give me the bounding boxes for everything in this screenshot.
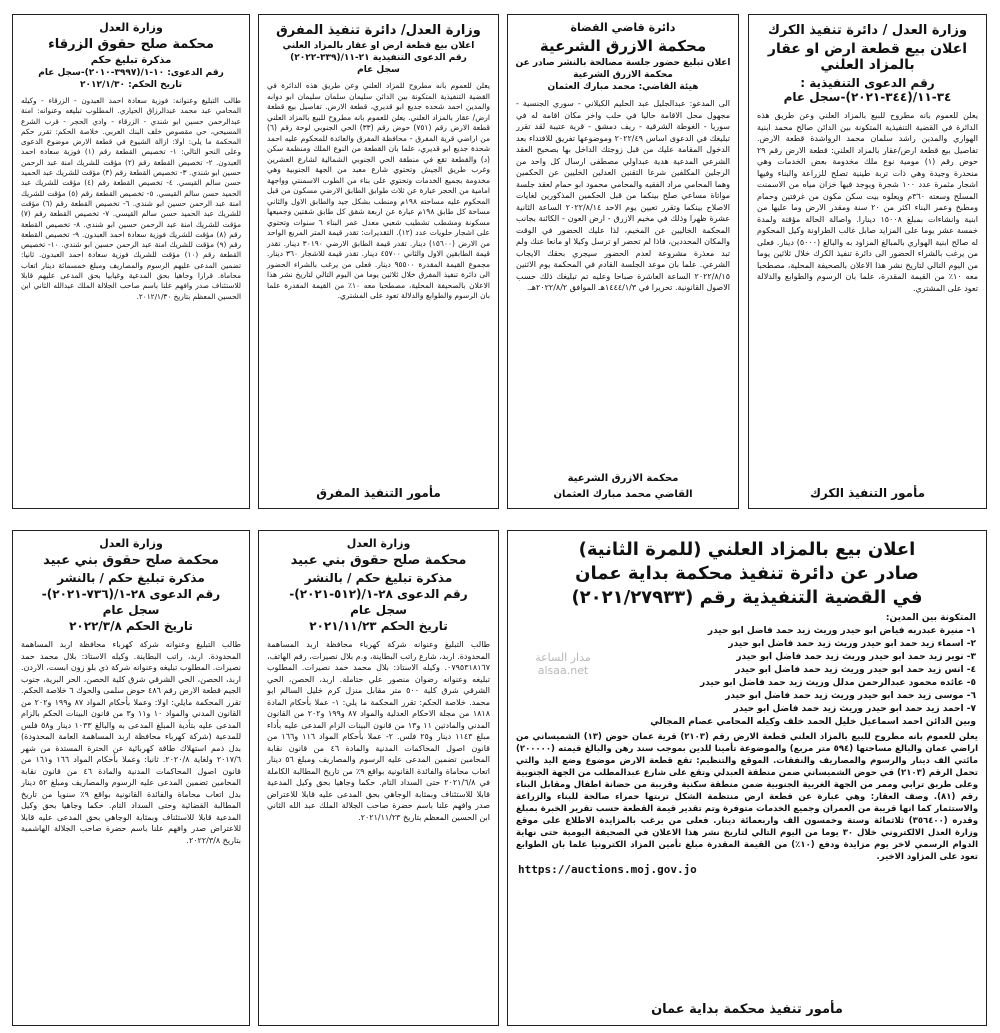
ad-subtitle: سجل عام	[350, 603, 407, 617]
ad-signature: القاضي محمد مبارك العثمان	[553, 489, 693, 500]
judge-name: هيئة القاضي: محمد مبارك العثمان	[547, 82, 699, 92]
case-number: رقم الدعوى التنفيذية : ٣٤-١١/(٣٤٤-٢٠٢١)-سجل عام	[783, 76, 952, 104]
ad-subtitle: سجل عام	[357, 65, 400, 75]
ad-signature: مأمور التنفيذ الكرك	[809, 486, 926, 500]
ad-header: وزارة العدل / دائرة تنفيذ الكرك	[767, 23, 968, 38]
ad-header: وزارة العدل	[346, 537, 411, 550]
ad-subtitle: اعلان بيع قطعة ارض او عقار بالمزاد العلني	[282, 41, 475, 51]
case-number: رقم الدعوى ٢٨-١/(٧٣٦-٢٠٢١)-	[41, 587, 221, 601]
case-number: رقم الدعوى التنفيذية ٢١-١١/(٣٣٩-٢٠٢٢)	[290, 53, 467, 63]
ad-title: اعلان بيع بالمزاد العلني (للمرة الثانية)	[578, 539, 916, 560]
ad-subtitle: مذكرة تبليغ حكم / بالنشر	[304, 571, 453, 585]
ad-body: طالب التبليغ وعنوانه: فوزية سعادة احمد العبدون - الزرقاء - وكيله المحامي عبد محمد عبدالرزاق الحياري. المطلوب تبليغه وعنوانه: امنة عبدالرحمن حسين ابو شندي - الزرقاء - وادي الحجر - قرب الشرع المسيحي، حي مقصوص خلف البنك العربي. خلاصة الحكم: تقرر حكم المحكمة ما يلي: اولا: ازالة الشيوع في قطعة الارض موضوع الدعوى وعلى النحو التالي: ١- تخصيص القطعة رقم (١) فوزية سعادة احمد العبدون. ٢- تخصيص القطعة رقم (٢) مؤقت للشريك امنة عبد الرحمن حسين ابو شندي. ٣- تخصيص القطعة رقم (٣) مؤقت للشريك عبد الحميد حسن سالم القيسي. ٤- تخصيص القطعة رقم (٤) مؤقت للشريك عبد الحميد حسن سالم القيسي. ٥- تخصيص القطعة رقم (٥) مؤقت للشريك امنة عبد الرحمن حسين ابو شندي. ٦- تخصيص القطعة رقم (٦) مؤقت للشريك عبد الحميد حسن سالم القيسي. ٧- تخصيص القطعة رقم (٧) مؤقت للشريك امنة عبد الرحمن حسين ابو شندي. ٨- تخصيص القطعة رقم (٨) مؤقت للشريك فوزية سعادة احمد العبدون. ٩- تخصيص القطعة رقم (٩) مؤقت للشريك امنة عبد الرحمن حسين ابو شندي. ١٠- تخصيص القطعة رقم (١٠) مؤقت للشريك فوزية سعادة احمد العبدون. ثانيا: تضمين المدعى عليهم الرسوم والمصاريف ومبلغ خمسمائة دينار اتعاب محاماة. قرارا وجاهيا بحق المدعية وغيابيا بحق المدعى عليهم قابلا للاستئناف صدر وافهم علنا باسم صاحب الجلالة الملك عبدالله الثاني ابن الحسين المعظم بتاريخ ٢٠١٢/١/٣٠.	[21, 96, 242, 301]
list-item: ٦- موسى زيد حمد ابو حيدر وريث زيد حمد فاضل ابو حيدر	[725, 691, 976, 701]
ruling-date: تاريخ الحكم: ٢٠١٢/١/٣٠	[80, 80, 182, 90]
ruling-date: تاريخ الحكم ٢٠٢٢/٣/٨	[69, 619, 193, 633]
ad-body: طالب التبليغ وعنوانه شركة كهرباء محافظة اربد المساهمة المحدودة. اربد، شارع راتب البطاينة، و.م بلال نصيرات، رقم الهاتف، ٠٧٩٥٣١٨١٦٧. وكيله الاستاذ: بلال محمد حمد نصيرات. المطلوب تبليغه وعنوانه رضوان منصور علي حتاملة. اربد، الحصن، الحي الشرقي شرق كلية ٥٠٠ متر مقابل منزل كرم خليل السالم ابو محمد. خلاصة الحكم: تقرر المحكمة ما يلي: ١- عملا بأحكام المادة ١٨١٨ من مجلة الاحكام العدلية والمواد ٨٧ و١٩٩ و٢٠٢ من القانون المدني والمادتين ١١ و١٣ من قانون البينات الزام المدعى عليه بأداء مبلغ ١١٤٣ دينار و٢٥ فلس. ٢- عملا بأحكام المواد ١١٦ و١٦٦ من قانون اصول المحاكمات المدنية والمادة ٤٦ من قانون نقابة المحامين تضمين المدعى عليه الرسوم والمصاريف ومبلغ ٥٦ دينار اتعاب محاماة والفائدة القانونية بواقع ٩٪ من تاريخ المطالبة الكاملة في ٢٠٢١/٦/٨ حتى السداد التام. حكما وجاهيا بحق وكيل المدعية قابلا للاستئناف وبمثابة الوجاهي بحق المدعى عليه قابلا للاعتراض صدر وافهم علنا باسم حضرة صاحب الجلالة الملك عبد الله الثاني ابن الحسين المعظم بتاريخ ٢٠٢١/١١/٢٣.	[267, 640, 491, 822]
watermark: مدار الساعة alsaa.net	[535, 651, 591, 677]
ad-body: طالب التبليغ وعنوانه شركة كهرباء محافظة اربد المساهمة المحدودة. اربد، راتب البطاينة. وكيله الاستاذ: بلال محمد حمد نصيرات. المطلوب تبليغه وعنوانه شركة ذي بلو زون ابست، الاردن. اربد، الحصن، الحي الشرقي شرق كلية الحصن، الحر البرية، جنوب الجيم قطعة الارض رقم ٤٨٦ حوض سلمى والحوك ٦ خلاصة الحكم. تقرر المحكمة مايلي: اولا: وعملا بأحكام المواد ٨٧ و١٩٩ و٢٠٢ من القانون المدني والمواد ١٠ و١١ و٣ من قانون البينات الحكم بالزام المدعى عليه بتأدية المبلغ المدعى به والبالغ ١٠٣٣ دينار و٥٨ فلس للمدعية (شركة كهرباء محافظة اربد المساهمة العامة المحدودة) بدل ذمم استهلاك طاقة كهربائية عن الحترة المستدة من شهر ٢٠١٧/٦ ولغاية ٢٠٢٠/٨. ثانيا: وعملا بأحكام المواد ١٦٦ و١٦١ من قانون اصول المحاكمات المدنية والمادة ٤٦ من قانون نقابة المحامين تضمين المدعى عليه الرسوم والمصاريف ومبلغ ٥٢ دينار بدل اتعاب محاماة والفائدة القانونية بواقع ٩٪ سنويا من تاريخ المطالبة القضائية وحتى السداد التام. حكما وجاهيا بحق وكيل المدعية قابلا للاستئناف وبمثابة الوجاهي بحق المدعى عليه قابلا للاعتراض صدر وافهم علنا باسم حضرة صاحب الجلالة الهاشمية بتاريخ ٢٠٢٢/٣/٨.	[21, 640, 242, 845]
ad-header: دائرة قاضي القضاة	[570, 21, 676, 34]
ad-subtitle: صادر عن دائرة تنفيذ محكمة بداية عمان	[575, 563, 919, 584]
ad-amman	[507, 530, 987, 1026]
ad-header: وزارة العدل	[99, 21, 163, 34]
ad-body: الى المدعو: عبدالجليل عبد الحليم الكيلاني - سوري الجنسية - مجهول محل الاقامة حاليا في حلب واخر مكان اقامة له في سوريا - الغوطة الشرقية - ريف دمشق - قرية عتيبة لقد تقرر تبليغك في الدعوى اساس ٢٠٢٢/٤٩ وموضوعها تفريق للافتداء بعد الدخول المقامة عليك من قبل زوجتك الداخل بها بصحيح العقد الشرعي المدعية هدية عبداولي مصطفى ارسال كل واحد من الرجلين المكلفين شرعا التقنين العدلين الخليين عن الحكمين وهما المحامي مراد الفقيه والمحامي محمود ابو حمام لعقد جلسة مواتاة مساعي صلح بينكما من قبل الحكمين المذكورين لغايات الاصلاح بينكما وتقرر تعيين يوم الاحد ٢٠٢٢/٨/١٤ الساعة الثانية عشرة ظهرا وذلك في مخيم الازرق - ارض العون - الكائنة بجانب المحكمة الخاليين عن المخيم، لذا عليك الحضور في الوقت والمكان المحددين، فاذا لم تحضر او ترسل وكيلا او مانعا عنك ولم تبد معذرة مشروعة لعدم الحضور سيجري بحقك الايجاب الشرعي. علما بان موعد الجلسة القادم في المحكمة يوم الاثنين ٢٠٢٢/٨/١٥ الساعة العاشرة صباحا وعليه تم تبليغك ذلك حسب الاصول القانونية. تحريرا في ١٤٤٤/١/٣هـ الموافق ٢٠٢٢/٨/٢هـ.	[516, 99, 731, 292]
ad-title: محكمة صلح حقوق الزرقاء	[48, 37, 214, 52]
ad-body: يعلن للعموم بانه مطروح للبيع بالمزاد العلني وعن طريق هذه الدائرة في القضية التنفيذية المتكونة بين الدائن صالح محمد ابنية الهواري والمدين راشد سلمان محمد الرواشدة قطعة الارض. تفاصيل بيع قطعة ارض/عقار بالمزاد العلني: قطعة الارض رقم ٢٩ حوض رقم (١) مومية نوع ملك مخدومة بعض الخدمات وهي منحدرة وجيدة وهي ذات تربة طينية تصلح للزراعة والبناء وفيها اشجار مثمرة عدد ١٠٠ شجرة ويوجد فيها خزان مياه من الاسمنت المسلح وسعته ٣٦٠م ويعلوه بيت سكن مكون من غرفتين وحمام ومطبخ وعمر البناء اكثر من ٢٠ سنة ومقدر الارض وما عليها من ابنية وانشاءات بمبلغ ١٥٠٠٨ دينارا. واصالة الحالة مؤقتة ولمدة خمسة عشر يوما على المزايد صابل غالب الطراونة وكيل المحكوم له صالح ابنية الهواري بالمبالغ المزاود به والبالغ (٥٠٠٠) دينار. فعلى من يرغب بالشراء الحضور الى دائرة تنفيذ الكرك خلال ثلاثين يوما من اليوم التالي لتاريخ نشر هذا الاعلان بالصحيفة المحلية، مصطحبا معه ١٠٪ من القيمة المقدرة، علما بان الرسوم والطوابع والدلالة تعود على المشتري.	[757, 111, 979, 293]
ad-karak	[748, 14, 987, 509]
ad-header: وزارة العدل	[99, 537, 163, 550]
ad-mafraq	[258, 14, 499, 509]
ad-body: يعلن للعموم بانه مطروح للمزاد العلني وعن طريق هذه الدائرة في القضية التنفيذية المتكونة بين الدائن سليمان سلمان سليمان ابو دوابه والمدين احمد شحده جديع ابو قديري، قطعة الارض. تفاصيل بيع قطعة ارض/ عقار بالمزاد العلني. يعلن للعموم بانه مطروح للبيع بالمزاد العلني قطعة الارض رقم (٧٥١) حوض رقم (٣٣) الحي الجنوبي لوحة رقم (٦) من اراضي قرية المفرق - محافظة المفرق والعائدة للمحكوم عليه احمد شحدة جديع ابو قديري، علما بان القطعة من النوع الملك ومنظمة سكن (د) والقطعة تقع في منطقة الحي الجنوبي الشمالية لشارع العشرين وغرب طريق الجيش وتحتوي شارع معبد من الجهة الجنوبية وهي مخدومة بجميع الخدمات وتحتوي على بناء من الطوب الاسمنتي وواجهة امامية من الحجر عبارة عن ثلاث طوابق الطابق الارضي مسكون من قبل المحكوم عليه مساحته ١٩٨م ومنطب بشكل جيد والطابق الاول والثاني مساحة كل طابق ١٩٨م عبارة عن اربعة شقق كل طابق شقتين وجميعها مسكونة ومشطب تشطيب شعبي معدل عمر البناء ٦ سنوات وتحتوي على اشجار حلويات عدد (١٢). التقديرات: تقدر قيمة المتر المربع الواحد من الارض (١٥٦٠٠) دينار. تقدر قيمة الطابق الارضي ٣٠١٩٠ دينار. تقدر قيمة الطابقين الاول والثاني ٤٥٧٠٠ دينار. تقدر قيمة للاشجار ٣٦٠ دينار. مجموع القيمة المقدرة ٩٥٥٠٠ دينار. فعلى من يرغب بالشراء الحضور الى دائرة تنفيذ المفرق خلال ثلاثين يوما من اليوم التالي لتاريخ نشر هذا الاعلان بالصحيفة المحلية، مصطحبا معه ١٠٪ من القيمة المقدرة علما بان الرسوم والطوابع والدلالة تعود على المشتري.	[267, 81, 491, 300]
case-number: رقم الدعوى ٢٨-١/(٥١٢-٢٠٢١)-	[289, 587, 468, 601]
debtors-heading: المتكونة بين المدين:	[885, 613, 976, 623]
ad-zarqa-peace	[12, 14, 250, 509]
ruling-date: تاريخ الحكم ٢٠٢١/١١/٢٣	[309, 619, 448, 633]
ad-title: اعلان بيع قطعة ارض او عقار بالمزاد العلني	[767, 41, 968, 73]
ad-bani-obaid-2	[12, 530, 250, 1026]
ad-subtitle: محكمة الازرق الشرعية	[573, 70, 673, 80]
ad-subtitle: اعلان تبليغ حضور جلسة مصالحة بالنشر صادر عن	[515, 58, 731, 68]
list-item: ٤- انس زيد حمد ابو حيدر وريث زيد حمد فاضل ابو حيدر	[735, 665, 976, 675]
ad-title: محكمة الازرق الشرعية	[539, 37, 707, 55]
ad-title: محكمة صلح حقوق بني عبيد	[43, 553, 219, 568]
ad-subtitle: مذكرة تبليغ حكم / بالنشر	[57, 571, 205, 585]
case-number: رقم الدعوى: ١٠-١/(٣٩٩٧-٢٠١٠)-سجل عام	[38, 68, 224, 78]
ad-header: وزارة العدل/ دائرة تنفيذ المفرق	[276, 23, 481, 38]
list-item: ٥- عائده محمود عبدالرحمن مدلل وريث زيد حمد فاضل ابو حيدر	[699, 678, 976, 688]
list-item: ٢- اسماء زيد حمد ابو حيدر وريث زيد حمد فاضل ابو حيدر	[728, 639, 976, 649]
ad-signature: مأمور التنفيذ المفرق	[316, 486, 441, 500]
list-item: ١- منيرة عبدربه فياض ابو حيدر وريث زيد حمد فاضل ابو حيدر	[707, 626, 976, 636]
case-number: في القضية التنفيذية رقم (٢٠٢١/٢٧٩٣٣)	[571, 587, 923, 608]
ad-subtitle: سجل عام	[102, 603, 160, 617]
auction-url[interactable]: https://auctions.moj.gov.jo	[518, 863, 697, 876]
ad-signature: مأمور تنفيذ محكمة بداية عمان	[651, 1002, 843, 1017]
list-item: ٧- احمد زيد حمد ابو حيدر وريث زيد حمد فاضل ابو حيدر	[733, 704, 976, 714]
ad-title: محكمة صلح حقوق بني عبيد	[290, 553, 467, 568]
ad-bani-obaid-1	[258, 530, 499, 1026]
list-item: ٣- نوير زيد حمد ابو حيدر وريث زيد حمد فاضل ابو حيدر	[736, 652, 976, 662]
ad-subtitle: مذكرة تبليغ حكم	[90, 55, 172, 66]
ad-zarqa-sharia	[507, 14, 739, 509]
ad-body: يعلن للعموم بانه مطروح للبيع بالمزاد العلني قطعة الارض رقم (٢١٠٣) قرية عمان حوض (١٣) الشميساني من اراضي عمان والبالغ مساحتها (٥٩٤ متر مربع) والموضوعة تأمينا للدين بموجب سند رهن والبالغ قيمته (٢٠٠٠٠٠) مائتي الف دينار والرسوم والمصاريف والنفقات. الموقع والتنظيم: تقع قطعة الارض موضوع وضع اليد والتي تحمل الرقم (٢١٠٣) في حوض الشميساني ضمن منطقة العبدلي وتقع على شارع عبدالمطلب من الجهة الجنوبية وعلى طريق ترابي وممر من الجهة الغربية الجنوبية ضمن منطقة سكنية وقريبة من حضانة اطفال ومقابل البناء رقم (٨١). وصف العقار: وهي عبارة عن قطعة ارض منتظمة الشكل تربتها حمراء صالحة للبناء والزراعة والاستثمار كما انها قريبة من العمران وجميع الخدمات متوفرة وتم تقدير قيمة القطعة حسب تقرير الخبرة بمبلغ وقدره (٣٥٦٤٠٠) ثلاثمائة وستة وخمسون الف واربعمائة دينار. فعلى من يرغب بالمزايدة الاطلاع على موقع وزارة العدل الالكتروني خلال ٣٠ يوما من اليوم التالي لتاريخ نشر هذا الاعلان في الصحيفة اليومية حتى نهاية الدوام الرسمي لاخر يوم مزايدة ودفع (١٠٪) من القيمة المقدرة مبلغ تأمين المزاد الكترونيا علما بان الطوابع تعود على المزاود الاخير.	[516, 732, 979, 862]
ad-signature: محكمة الازرق الشرعية	[567, 473, 679, 484]
list-item: وبين الدائن احمد اسماعيل خليل الحمد خلف وكيله المحامي عصام المجالي	[650, 717, 976, 727]
